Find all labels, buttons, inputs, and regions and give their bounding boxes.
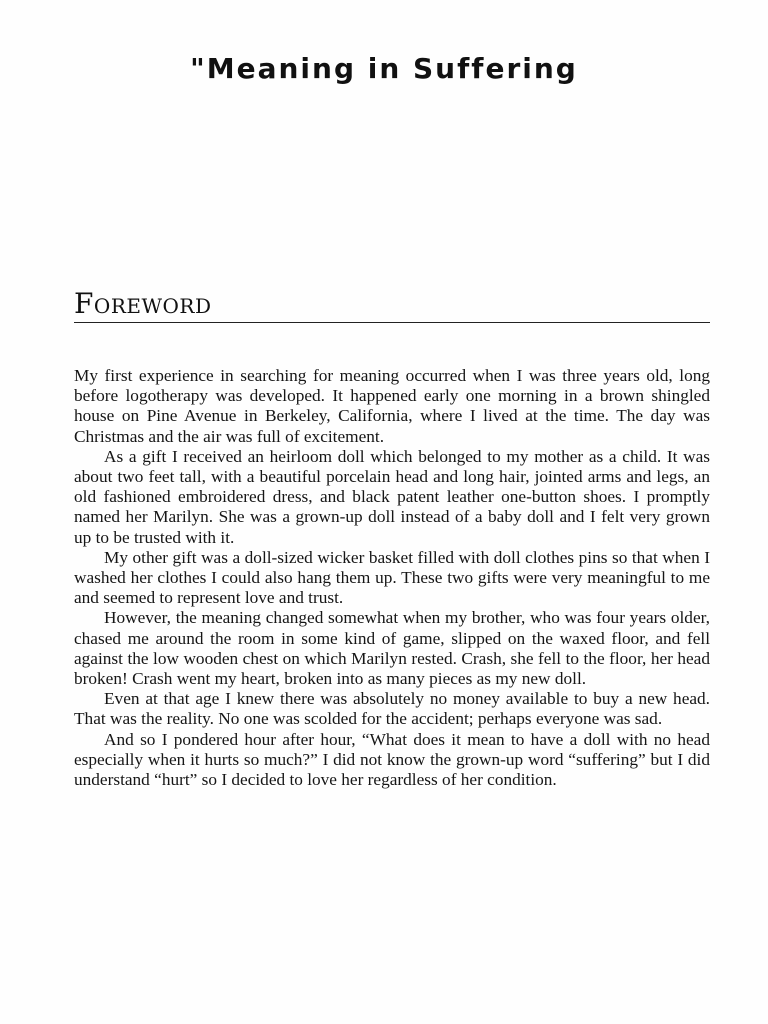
section-heading: Foreword [74, 288, 710, 323]
body-text [74, 366, 710, 790]
paragraph: My first experience in searching for meaning occurred when I was three years old, long before logotherapy was developed. It happened early one morning in a brown shingled house on Pine Avenue in Berkeley, California, where I lived at the time. The day was Christmas and the air was full of excitement. [74, 366, 710, 446]
paragraph: Even at that age I knew there was absolutely no money available to buy a new head. That was the reality. No one was scolded for the accident; perhaps everyone was sad. [74, 689, 710, 729]
paragraph: As a gift I received an heirloom doll which belonged to my mother as a child. It was about two feet tall, with a beautiful porcelain head and long hair, jointed arms and legs, an old fashioned embroidered dress, and black patent leather one-button shoes. I promptly named her Marilyn. She was a grown-up doll instead of a baby doll and I felt very grown up to be trusted with it. [74, 446, 710, 547]
paragraph: And so I pondered hour after hour, “What does it mean to have a doll with no head especially when it hurts so much?” I did not know the grown-up word “suffering” but I did understand “hurt” so I decided to love her regardless of her condition. [74, 729, 710, 790]
book-title: "Meaning in Suffering [190, 52, 578, 85]
paragraph: My other gift was a doll-sized wicker basket filled with doll clothes pins so that when I washed her clothes I could also hang them up. These two gifts were very meaningful to me and seemed to represent love and trust. [74, 547, 710, 608]
paragraph: However, the meaning changed somewhat when my brother, who was four years older, chased me around the room in some kind of game, slipped on the waxed floor, and fell against the low wooden chest on which Marilyn rested. Crash, she fell to the floor, her head broken! Crash went my heart, broken into as many pieces as my new doll. [74, 608, 710, 689]
